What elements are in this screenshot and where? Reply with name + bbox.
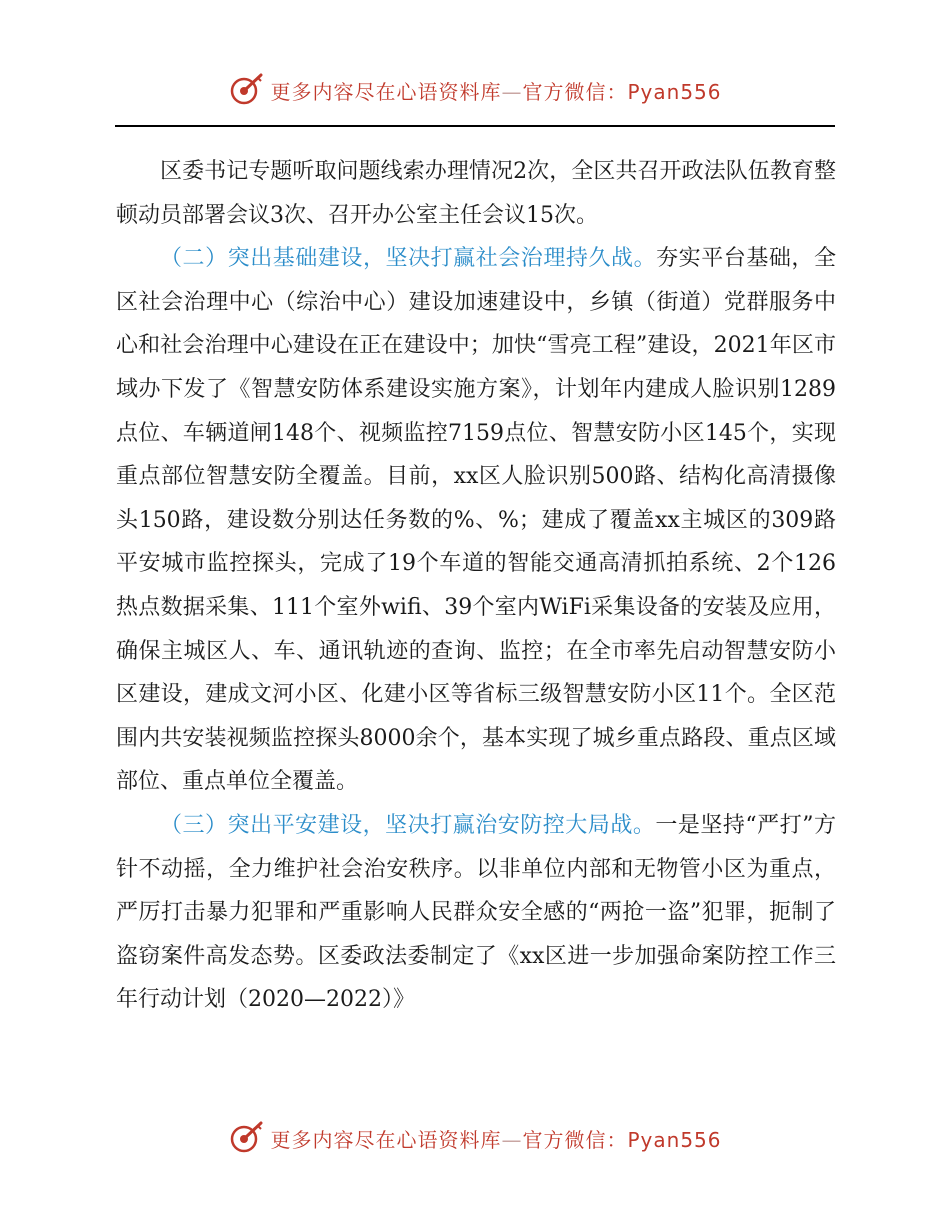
brand-name: 更多内容尽在心语资料库 xyxy=(270,79,502,104)
pen-logo-icon xyxy=(228,1120,264,1156)
page-footer xyxy=(0,1118,950,1158)
paragraph-text-1: 区委书记专题听取问题线索办理情况2次，全区共召开政法队伍教育整顿动员部署会议3次、召开办公室主任会议15次。 xyxy=(116,159,836,228)
wechat-id: Pyan556 xyxy=(627,79,722,104)
section-heading-3: （三）突出平安建设，坚决打赢治安防控大局战。 xyxy=(160,812,656,838)
wechat-label: 官方微信： xyxy=(522,1127,628,1152)
paragraph-2 xyxy=(116,237,836,804)
brand-name: 更多内容尽在心语资料库 xyxy=(270,1127,502,1152)
wechat-id: Pyan556 xyxy=(627,1127,722,1152)
header-divider xyxy=(115,125,835,127)
brand-banner xyxy=(270,1124,721,1153)
brand-separator: — xyxy=(501,1127,523,1152)
page-header xyxy=(0,70,950,110)
paragraph-1 xyxy=(116,150,836,237)
brand-separator: — xyxy=(501,79,523,104)
paragraph-text-2: 夯实平台基础，全区社会治理中心（综治中心）建设加速建设中，乡镇（街道）党群服务中心和社会治理中心建设在正在建设中；加快“雪亮工程”建设，2021年区市域办下发了《智慧安防体系建设实施方案》，计划年内建成人脸识别1289点位、车辆道闸148个、视频监控7159点位、智慧安防小区145个，实现重点部位智慧安防全覆盖。目前，xx区人脸识别500路、结构化高清摄像头150路，建设数分别达任务数的%、%；建成了覆盖xx主城区的309路平安城市监控探头，完成了19个车道的智能交通高清抓拍系统、2个126热点数据采集、111个室外wifi、39个室内WiFi采集设备的安装及应用，确保主城区人、车、通讯轨迹的查询、监控；在全市率先启动智慧安防小区建设，建成文河小区、化建小区等省标三级智慧安防小区11个。全区范围内共安装视频监控探头8000余个，基本实现了城乡重点路段、重点区域部位、重点单位全覆盖。 xyxy=(116,246,836,795)
pen-logo-icon xyxy=(228,72,264,108)
wechat-label: 官方微信： xyxy=(522,79,628,104)
section-heading-2: （二）突出基础建设，坚决打赢社会治理持久战。 xyxy=(160,246,657,272)
document-body xyxy=(116,150,836,1022)
paragraph-3 xyxy=(116,804,836,1022)
paragraph-text-3: 一是坚持“严打”方针不动摇，全力维护社会治安秩序。以非单位内部和无物管小区为重点，严厉打击暴力犯罪和严重影响人民群众安全感的“两抢一盗”犯罪，扼制了盗窃案件高发态势。区委政法委制定了《xx区进一步加强命案防控工作三年行动计划（2020—2022）》 xyxy=(116,812,836,1013)
brand-banner xyxy=(270,76,721,105)
